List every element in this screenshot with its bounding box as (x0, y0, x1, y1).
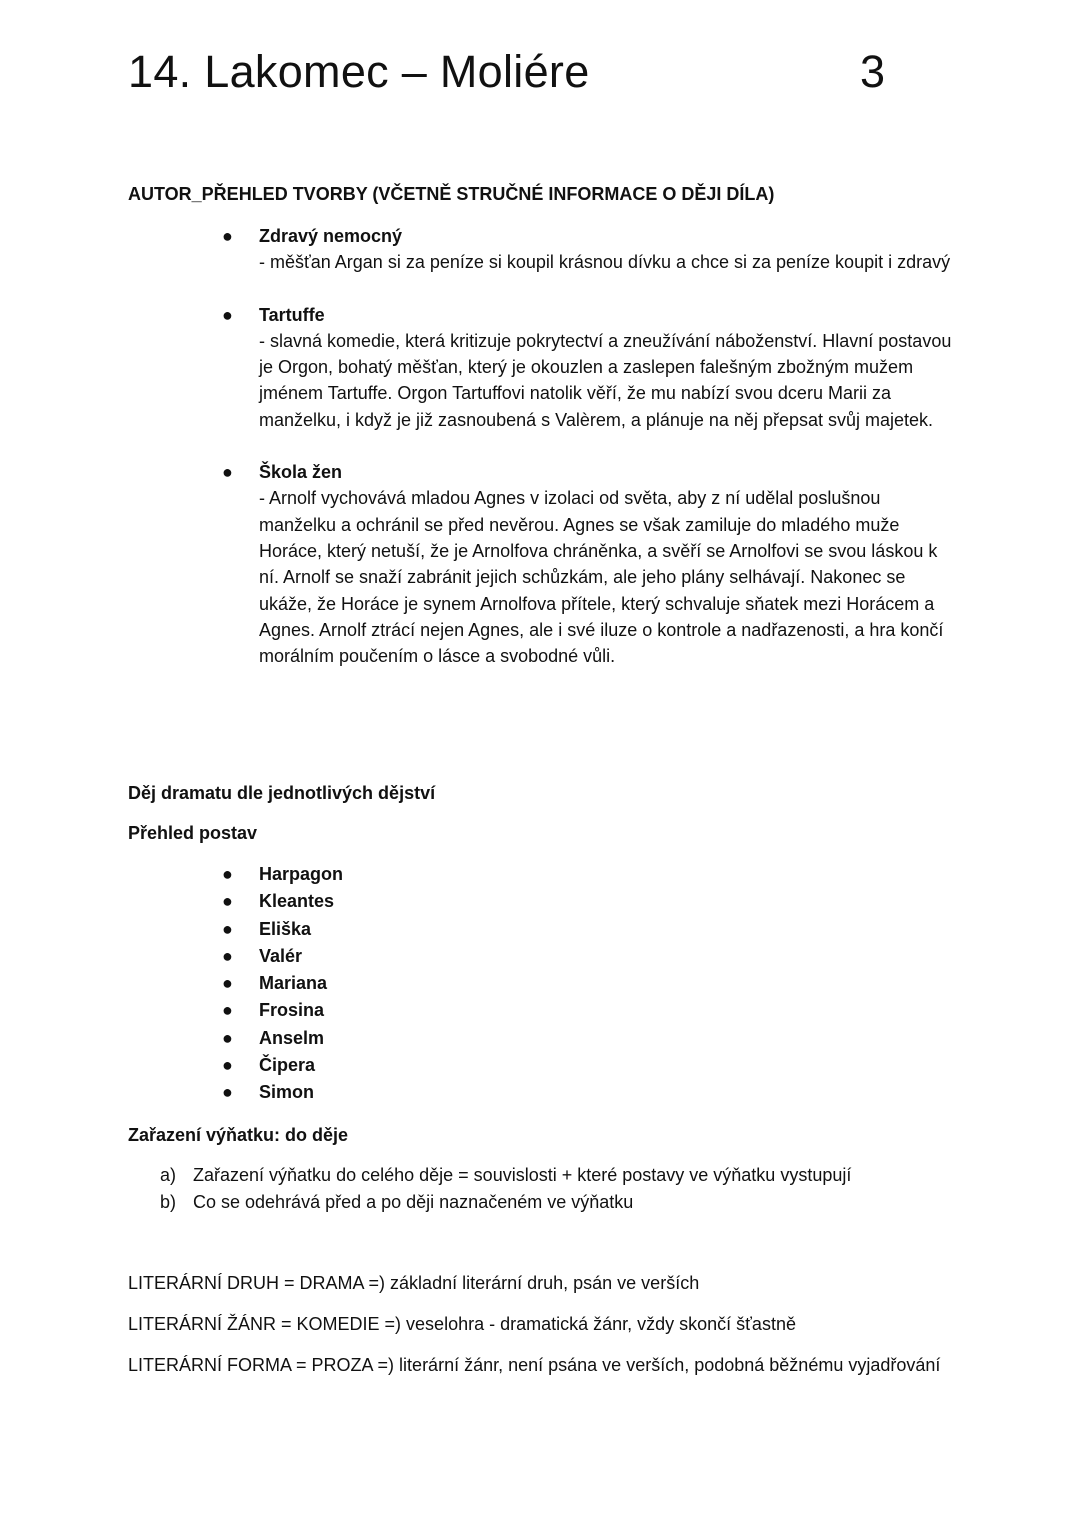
work-title: Zdravý nemocný (259, 226, 403, 246)
list-marker: a) (160, 1165, 177, 1185)
excerpt-item-text: Co se odehrává před a po ději naznačeném ve výňatku (193, 1191, 634, 1212)
excerpt-item (160, 1189, 851, 1216)
character-item: ● Eliška (222, 916, 343, 943)
character-item: ● Simon (222, 1079, 343, 1106)
bullet-icon: ● (222, 891, 233, 912)
excerpt-heading: Zařazení výňatku: do děje (128, 1125, 349, 1145)
work-description: - slavná komedie, která kritizuje pokrytectví a zneužívání náboženství. Hlavní postavou je Orgon, bohatý měšťan, který je okouzlen a zaslepen falešným zbožným mužem jménem Tartuffe. Orgon Tartuffovi natolik věří, že mu nabízí svou dceru Marii za manželku, i když je již zasnoubená s Valèrem, a plánuje na něj přepsat svůj majetek. (259, 330, 952, 430)
literary-druh: LITERÁRNÍ DRUH = DRAMA =) základní literární druh, psán ve verších (128, 1273, 700, 1293)
literary-forma: LITERÁRNÍ FORMA = PROZA =) literární žánr, není psána ve verších, podobná běžnému vyjadřování (128, 1355, 941, 1375)
list-marker: b) (160, 1191, 177, 1212)
bullet-icon: ● (222, 1000, 233, 1021)
character-item: ● Harpagon (222, 861, 343, 888)
work-item (222, 459, 962, 669)
work-description: - Arnolf vychovává mladou Agnes v izolaci od světa, aby z ní udělal poslušnou manželku a ochránil se před nevěrou. Agnes se však zamiluje do mladého muže Horáce, který netuší, že je Arnolfova chráněnka, a svěří se Arnolfovi se svou láskou k ní. Arnolf se snaží zabránit jejich schůzkám, ale jeho plány selhávají. Nakonec se ukáže, že Horáce je synem Arnolfova přítele, který schvaluje sňatek mezi Horácem a Agnes. Arnolf ztrácí nejen Agnes, ale i své iluze o kontrole a nadřazenosti, a hra končí morálním poučením o lásce a svobodné vůli. (259, 488, 944, 667)
characters-heading: Přehled postav (128, 823, 258, 843)
bullet-icon: ● (222, 973, 233, 994)
characters-list (222, 861, 343, 1107)
character-item: ● Mariana (222, 970, 343, 997)
character-item: ● Frosina (222, 997, 343, 1024)
work-description: - měšťan Argan si za peníze si koupil krásnou dívku a chce si za peníze koupit i zdravý (259, 252, 951, 273)
plot-heading: Děj dramatu dle jednotlivých dějství (128, 783, 436, 803)
literary-zanr: LITERÁRNÍ ŽÁNR = KOMEDIE =) veselohra - dramatická žánr, vždy skončí šťastně (128, 1314, 796, 1334)
bullet-icon: ● (222, 226, 233, 246)
work-item (222, 223, 962, 276)
excerpt-list (160, 1162, 851, 1215)
bullet-icon: ● (222, 918, 233, 939)
work-title: Tartuffe (259, 304, 325, 325)
bullet-icon: ● (222, 304, 233, 325)
character-item: ● Anselm (222, 1025, 343, 1052)
excerpt-item-text: Zařazení výňatku do celého děje = souvislosti + které postavy ve výňatku vystupují (193, 1165, 852, 1185)
character-item: ● Valér (222, 943, 343, 970)
bullet-icon: ● (222, 462, 233, 483)
bullet-icon: ● (222, 1055, 233, 1076)
character-item: ● Kleantes (222, 888, 343, 915)
character-item: ● Čipera (222, 1052, 343, 1079)
page-title: 14. Lakomec – Moliére (128, 46, 590, 97)
works-list (222, 223, 962, 669)
work-title: Škola žen (259, 462, 343, 483)
author-section-heading: AUTOR_PŘEHLED TVORBY (VČETNĚ STRUČNÉ INFORMACE O DĚJI DÍLA) (128, 184, 775, 204)
work-item (222, 302, 962, 433)
bullet-icon: ● (222, 1082, 233, 1103)
page-number: 3 (860, 46, 886, 97)
bullet-icon: ● (222, 945, 233, 966)
bullet-icon: ● (222, 864, 233, 884)
excerpt-item (160, 1162, 851, 1189)
bullet-icon: ● (222, 1027, 233, 1048)
